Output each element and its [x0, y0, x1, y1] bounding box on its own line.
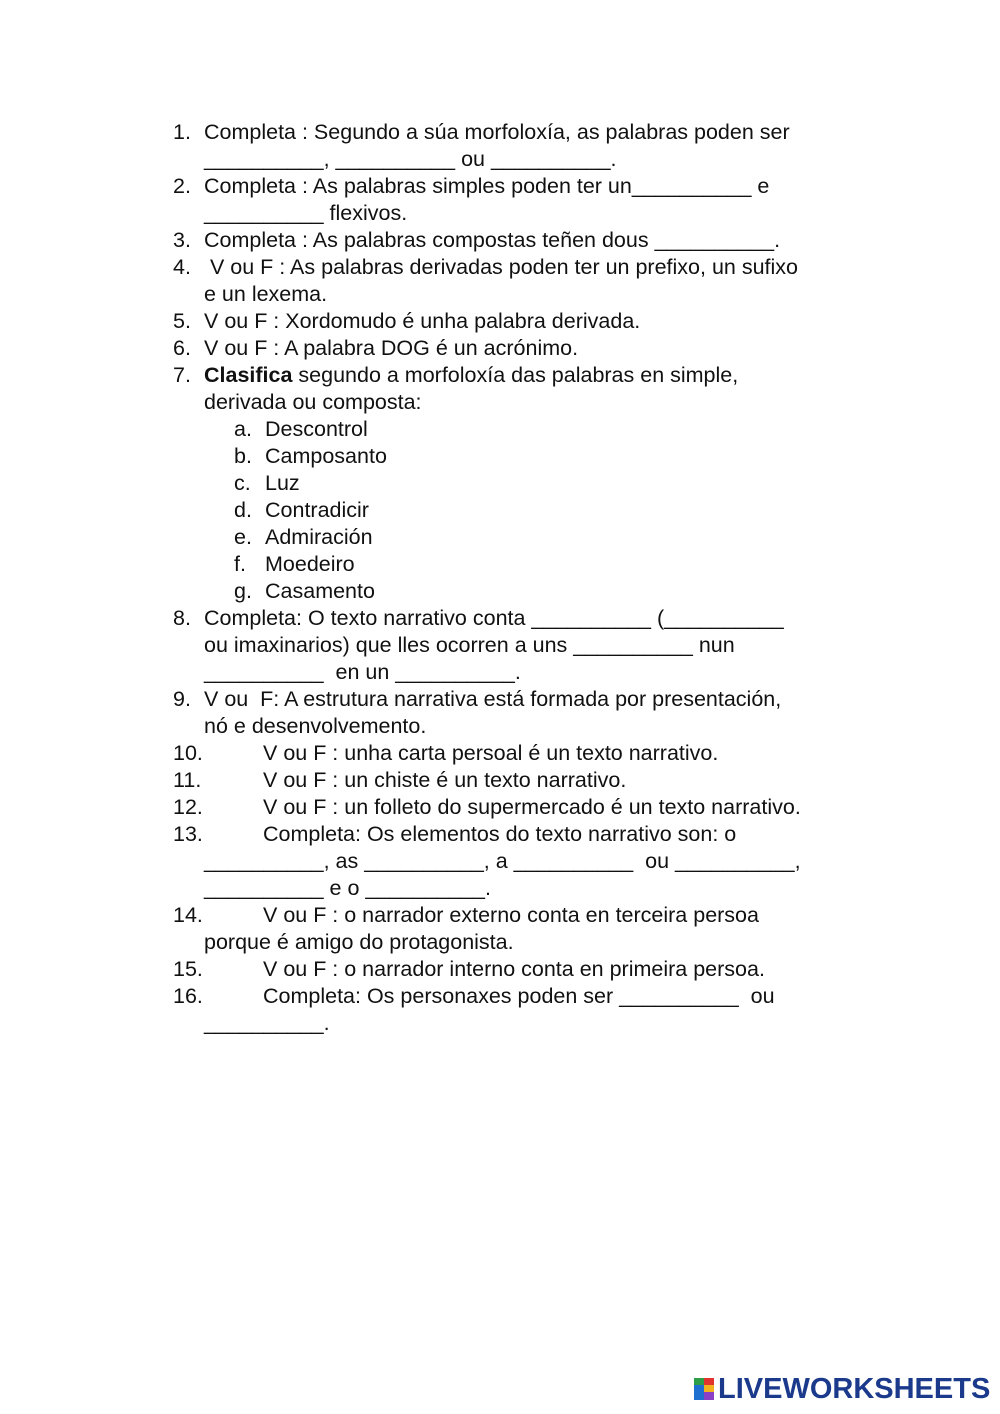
- question-number: 14.: [173, 903, 203, 927]
- liveworksheets-logo: [694, 1374, 990, 1404]
- sub-item-word: Moedeiro: [265, 552, 355, 576]
- sub-item-letter: e.: [234, 525, 252, 549]
- question-text: Completa : As palabras simples poden ter un__________ e: [204, 174, 770, 198]
- sub-item-word: Admiración: [265, 525, 373, 549]
- sub-item-word: Camposanto: [265, 444, 387, 468]
- question-5: [173, 308, 873, 335]
- sub-item-word: Contradicir: [265, 498, 369, 522]
- question-text-continued: __________ en un __________.: [204, 660, 521, 684]
- question-number: 1.: [173, 120, 191, 144]
- question-text-continued: __________.: [204, 1011, 330, 1035]
- question-number: 10.: [173, 741, 203, 765]
- question-8: [173, 605, 873, 686]
- question-6: [173, 335, 873, 362]
- sub-item-f: [173, 551, 873, 578]
- question-number: 2.: [173, 174, 191, 198]
- question-2: [173, 173, 873, 227]
- sub-item-g: [173, 578, 873, 605]
- question-text: Completa : Segundo a súa morfoloxía, as palabras poden ser: [204, 120, 790, 144]
- question-text: [204, 362, 873, 389]
- sub-item-letter: a.: [234, 417, 252, 441]
- question-text-continued: porque é amigo do protagonista.: [204, 930, 514, 954]
- sub-item-letter: d.: [234, 498, 252, 522]
- question-number: 4.: [173, 255, 191, 279]
- question-13: [173, 821, 873, 902]
- sub-item-word: Casamento: [265, 579, 375, 603]
- question-text: V ou F : o narrador externo conta en terceira persoa: [263, 903, 759, 927]
- question-text-continued: nó e desenvolvemento.: [204, 714, 427, 738]
- question-text: V ou F : A palabra DOG é un acrónimo.: [204, 336, 579, 360]
- question-text-continued: __________, as __________, a __________ ou __________,: [204, 849, 801, 873]
- question-9: [173, 686, 873, 740]
- sub-item-b: [173, 443, 873, 470]
- sub-item-letter: g.: [234, 579, 252, 603]
- question-number: 13.: [173, 822, 203, 846]
- question-number: 6.: [173, 336, 191, 360]
- question-number: 11.: [173, 768, 202, 792]
- liveworksheets-logo-text: LIVEWORKSHEETS: [718, 1373, 991, 1405]
- sub-item-letter: f.: [234, 552, 246, 576]
- question-7: [173, 362, 873, 416]
- sub-item-letter: b.: [234, 444, 252, 468]
- sub-item-d: [173, 497, 873, 524]
- question-text-continued: e un lexema.: [204, 282, 328, 306]
- sub-item-word: Luz: [265, 471, 300, 495]
- question-number: 8.: [173, 606, 191, 630]
- question-15: [173, 956, 873, 983]
- question-1: [173, 119, 873, 173]
- question-text: V ou F : un folleto do supermercado é un texto narrativo.: [263, 795, 801, 819]
- question-text-rest: segundo a morfoloxía das palabras en simple,: [292, 363, 739, 387]
- question-10: [173, 740, 873, 767]
- question-text: V ou F : unha carta persoal é un texto narrativo.: [263, 741, 719, 765]
- question-text-continued: __________ flexivos.: [204, 201, 408, 225]
- question-text-continued: __________, __________ ou __________.: [204, 147, 617, 171]
- sub-item-word: Descontrol: [265, 417, 368, 441]
- question-4: [173, 254, 873, 308]
- question-16: [173, 983, 873, 1037]
- question-text: V ou F : As palabras derivadas poden ter un prefixo, un sufixo: [204, 255, 798, 279]
- question-number: 5.: [173, 309, 191, 333]
- question-number: 15.: [173, 957, 203, 981]
- question-number: 9.: [173, 687, 191, 711]
- question-number: 12.: [173, 795, 203, 819]
- question-text-continued: ou imaxinarios) que lles ocorren a uns __________ nun: [204, 633, 735, 657]
- question-number: 7.: [173, 363, 191, 387]
- question-text: Completa : As palabras compostas teñen dous __________.: [204, 228, 781, 252]
- question-text: V ou F : un chiste é un texto narrativo.: [263, 768, 627, 792]
- worksheet-questions: [173, 119, 873, 1037]
- question-14: [173, 902, 873, 956]
- question-number: 3.: [173, 228, 191, 252]
- question-text-continued: __________ e o __________.: [204, 876, 491, 900]
- question-number: 16.: [173, 984, 203, 1008]
- sub-item-e: [173, 524, 873, 551]
- question-12: [173, 794, 873, 821]
- question-text: V ou F : Xordomudo é unha palabra derivada.: [204, 309, 641, 333]
- sub-item-letter: c.: [234, 471, 251, 495]
- question-text: Completa: Os personaxes poden ser __________ ou: [263, 984, 775, 1008]
- question-11: [173, 767, 873, 794]
- sub-item-c: [173, 470, 873, 497]
- question-text-continued: derivada ou composta:: [204, 390, 422, 414]
- sub-item-a: [173, 416, 873, 443]
- liveworksheets-logo-icon: [694, 1378, 714, 1400]
- question-text: Completa: Os elementos do texto narrativo son: o: [263, 822, 737, 846]
- question-keyword: Clasifica: [204, 363, 293, 387]
- question-text: Completa: O texto narrativo conta __________ (__________: [204, 606, 784, 630]
- question-text: V ou F: A estrutura narrativa está formada por presentación,: [204, 687, 782, 711]
- question-3: [173, 227, 873, 254]
- question-text: V ou F : o narrador interno conta en primeira persoa.: [263, 957, 765, 981]
